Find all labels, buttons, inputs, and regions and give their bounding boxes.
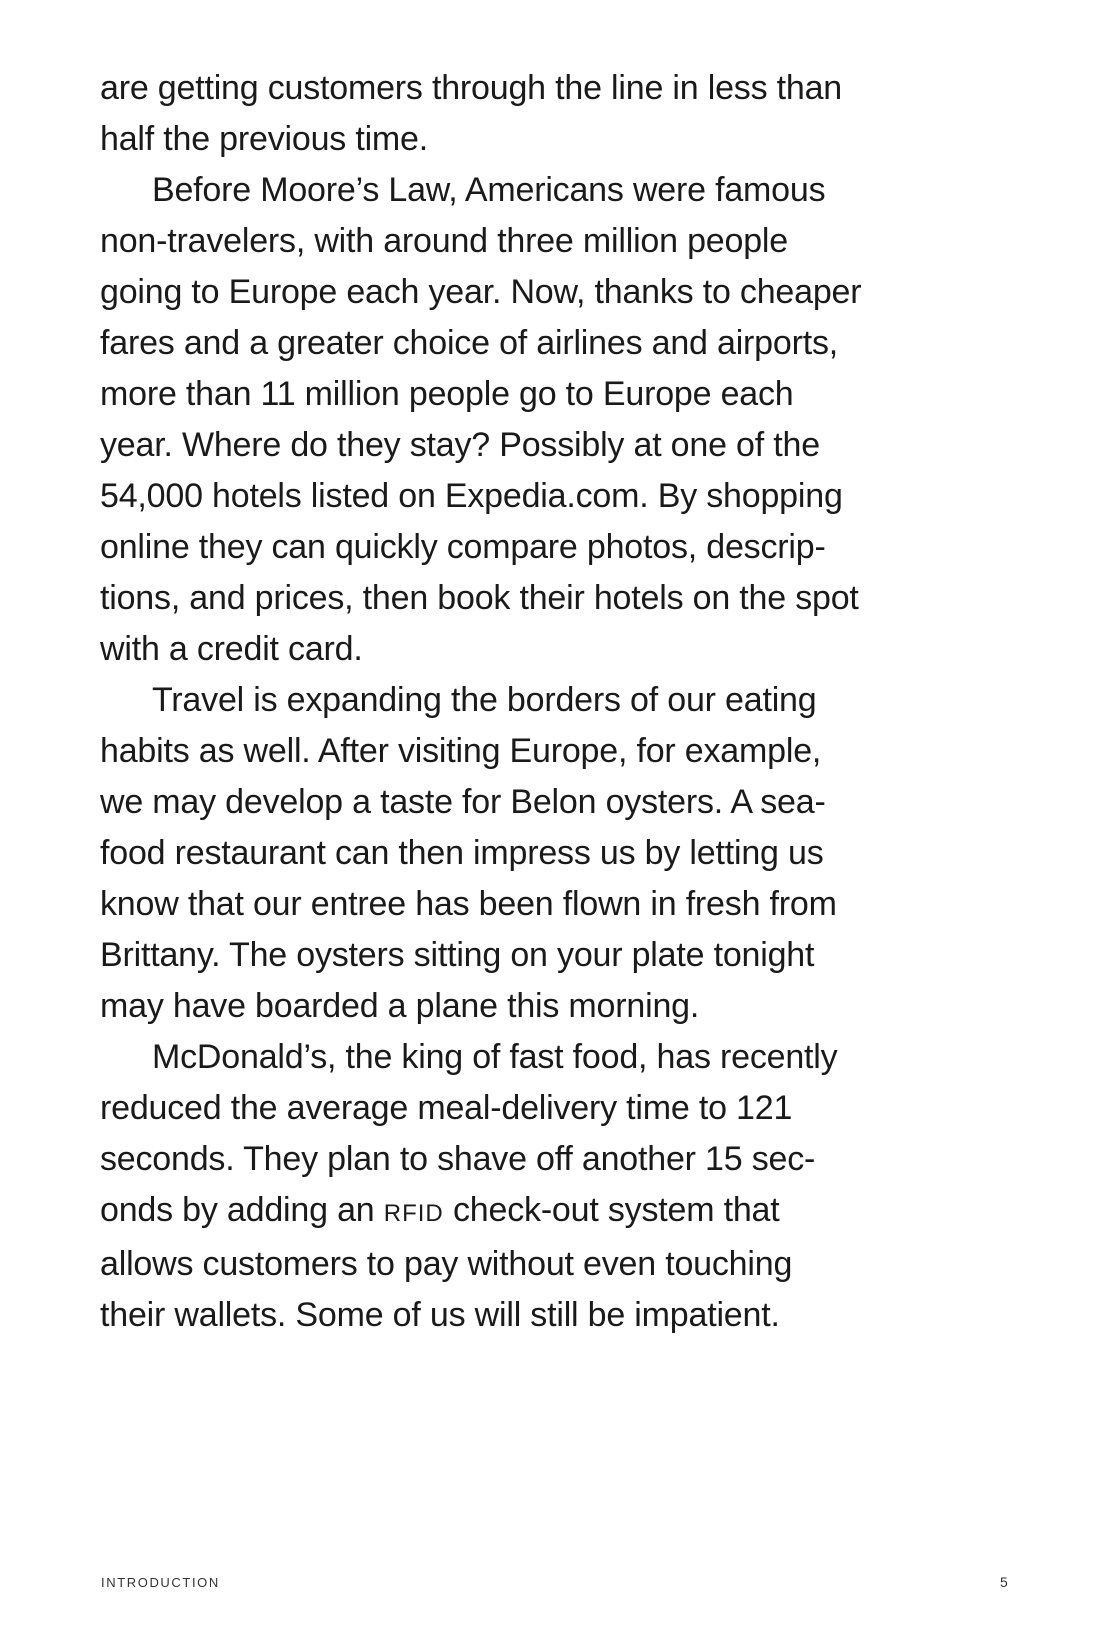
text-line: may have boarded a plane this morning. <box>100 987 700 1025</box>
text-line: non-travelers, with around three million people <box>100 222 788 260</box>
paragraph-start-line: Before Moore’s Law, Americans were famous <box>152 171 826 209</box>
text-line: fares and a greater choice of airlines and airports, <box>100 324 839 362</box>
rfid-acronym: RFID <box>383 1200 444 1227</box>
text-line: know that our entree has been flown in fresh from <box>100 885 837 923</box>
text-line: are getting customers through the line in less than <box>100 69 843 107</box>
text-line-rfid <box>100 1185 910 1239</box>
text-line: tions, and prices, then book their hotels on the spot <box>100 579 859 617</box>
text-line: with a credit card. <box>100 630 363 668</box>
text-line: their wallets. Some of us will still be impatient. <box>100 1296 780 1334</box>
text-line: Brittany. The oysters sitting on your plate tonight <box>100 936 815 974</box>
text-line: food restaurant can then impress us by letting us <box>100 834 824 872</box>
running-footer-section: INTRODUCTION <box>101 1575 220 1590</box>
text-line: going to Europe each year. Now, thanks to cheaper <box>100 273 862 311</box>
text-line: online they can quickly compare photos, descrip- <box>100 528 826 566</box>
text-line: half the previous time. <box>100 120 429 158</box>
body-text <box>100 63 910 1341</box>
text-fragment: check-out system that <box>443 1191 780 1229</box>
text-line: reduced the average meal-delivery time to 121 <box>100 1089 793 1127</box>
page-number: 5 <box>1000 1574 1008 1590</box>
text-line: year. Where do they stay? Possibly at one of the <box>100 426 820 464</box>
text-line: seconds. They plan to shave off another 15 sec- <box>100 1140 816 1178</box>
text-fragment: onds by adding an <box>100 1191 384 1229</box>
text-line: we may develop a taste for Belon oysters. A sea- <box>100 783 826 821</box>
text-line: habits as well. After visiting Europe, for example, <box>100 732 822 770</box>
text-line: allows customers to pay without even touching <box>100 1245 793 1283</box>
text-line: more than 11 million people go to Europe each <box>100 375 794 413</box>
paragraph-start-line: Travel is expanding the borders of our eating <box>152 681 817 719</box>
paragraph-start-line: McDonald’s, the king of fast food, has recently <box>152 1038 838 1076</box>
text-line: 54,000 hotels listed on Expedia.com. By shopping <box>100 477 843 515</box>
